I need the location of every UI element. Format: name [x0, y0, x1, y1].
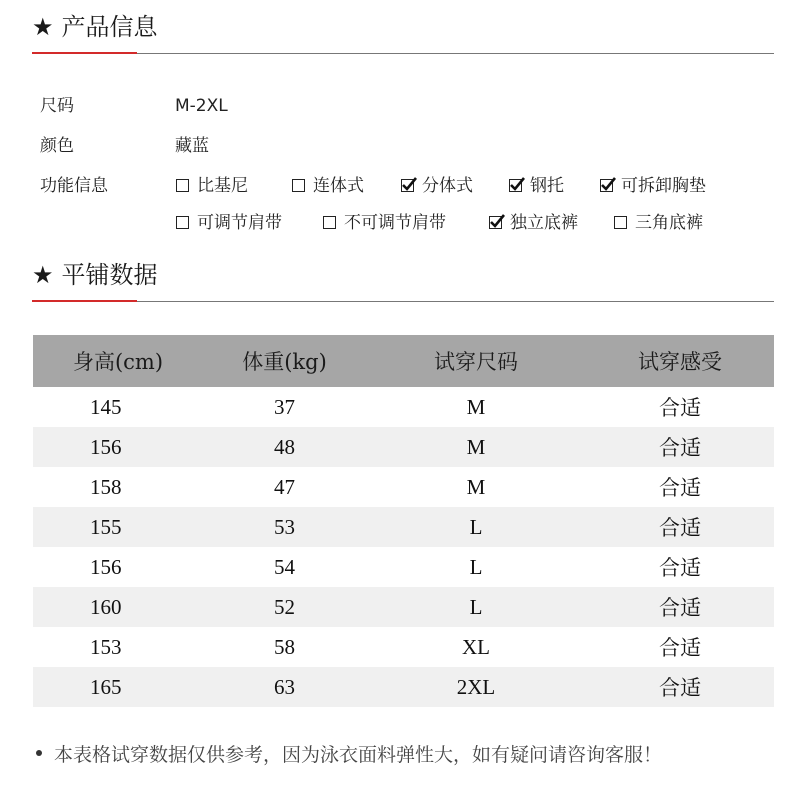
table-row: [33, 587, 774, 627]
size-value: M-2XL: [175, 96, 228, 116]
feel-cell: 合适: [586, 587, 774, 627]
size-cell: L: [469, 554, 483, 579]
weight-cell: 54: [274, 554, 295, 579]
feature-label: 不可调节肩带: [344, 213, 446, 233]
product-info-title-text: 产品信息: [61, 13, 158, 41]
feature-option: [176, 212, 282, 234]
feature-label: 可调节肩带: [197, 213, 282, 233]
feature-label: 分体式: [422, 176, 473, 196]
height-cell: 165: [33, 667, 203, 707]
feature-option: [323, 212, 446, 234]
table-row: [33, 507, 774, 547]
feel-cell: 合适: [659, 476, 701, 500]
checkbox: [176, 179, 189, 192]
height-cell: 155: [33, 507, 203, 547]
section-divider: [32, 53, 774, 54]
height-cell: 160: [33, 587, 203, 627]
height-cell: 158: [90, 474, 122, 499]
feature-option: [600, 175, 706, 197]
feature-option: [614, 212, 703, 234]
check-icon: [401, 176, 417, 192]
feature-label: 连体式: [313, 176, 364, 196]
checkbox-checked: [509, 179, 522, 192]
flat-data-title: [32, 260, 774, 290]
checkbox-checked: [600, 179, 613, 192]
size-cell: L: [366, 587, 586, 627]
disclaimer-note: [36, 740, 662, 767]
size-label: 尺码: [40, 96, 74, 116]
product-info-title: [32, 12, 774, 42]
checkbox-checked: [401, 179, 414, 192]
size-cell: 2XL: [366, 667, 586, 707]
column-header-weight: 体重(kg): [203, 335, 366, 387]
feature-label: 比基尼: [197, 176, 248, 196]
weight-cell: 47: [274, 474, 295, 499]
weight-cell: 58: [274, 634, 295, 659]
color-value: 藏蓝: [175, 136, 209, 156]
fit-table: [33, 335, 774, 707]
checkbox: [176, 216, 189, 229]
height-cell: 156: [90, 554, 122, 579]
feel-cell: 合适: [586, 427, 774, 467]
product-info-header: [32, 12, 774, 42]
column-header-feel: 试穿感受: [586, 335, 774, 387]
height-cell: 145: [90, 394, 122, 419]
bullet-icon: [36, 750, 42, 756]
feature-option: [292, 175, 364, 197]
size-cell: XL: [462, 634, 490, 659]
flat-data-header: [32, 260, 774, 290]
section-divider: [32, 301, 774, 302]
features-label: 功能信息: [40, 176, 108, 196]
section-divider-accent: [32, 300, 137, 302]
column-header-height: 身高(cm): [33, 335, 203, 387]
disclaimer-text: 本表格试穿数据仅供参考，因为泳衣面料弹性大，如有疑问请咨询客服！: [54, 744, 663, 766]
checkbox: [323, 216, 336, 229]
table-row: [33, 387, 774, 427]
weight-cell: 53: [203, 507, 366, 547]
feel-cell: 合适: [659, 396, 701, 420]
star-icon: ★: [32, 261, 54, 289]
star-icon: ★: [32, 13, 54, 41]
table-header-row: [33, 335, 774, 387]
section-divider-accent: [32, 52, 137, 54]
check-icon: [600, 176, 616, 192]
size-cell: M: [366, 427, 586, 467]
feature-option: [509, 175, 564, 197]
table-row: [33, 667, 774, 707]
feature-option: [401, 175, 473, 197]
feature-label: 独立底裤: [510, 213, 578, 233]
table-row: [33, 427, 774, 467]
feature-label: 可拆卸胸垫: [621, 176, 706, 196]
table-row: [33, 627, 774, 667]
column-header-size: 试穿尺码: [366, 335, 586, 387]
feel-cell: 合适: [659, 556, 701, 580]
checkbox: [614, 216, 627, 229]
size-cell: M: [466, 394, 486, 419]
size-cell: M: [466, 474, 486, 499]
feel-cell: 合适: [659, 636, 701, 660]
feature-label: 三角底裤: [635, 213, 703, 233]
flat-data-title-text: 平铺数据: [61, 261, 158, 289]
weight-cell: 52: [203, 587, 366, 627]
feature-label: 钢托: [530, 176, 564, 196]
feature-option: [176, 175, 248, 197]
size-cell: L: [366, 507, 586, 547]
weight-cell: 63: [203, 667, 366, 707]
weight-cell: 48: [203, 427, 366, 467]
feel-cell: 合适: [586, 667, 774, 707]
table-row: [33, 547, 774, 587]
feel-cell: 合适: [586, 507, 774, 547]
weight-cell: 37: [274, 394, 295, 419]
height-cell: 153: [90, 634, 122, 659]
checkbox: [292, 179, 305, 192]
table-row: [33, 467, 774, 507]
feature-option: [489, 212, 578, 234]
color-label: 颜色: [40, 136, 74, 156]
height-cell: 156: [33, 427, 203, 467]
checkbox-checked: [489, 216, 502, 229]
check-icon: [489, 213, 505, 229]
check-icon: [509, 176, 525, 192]
